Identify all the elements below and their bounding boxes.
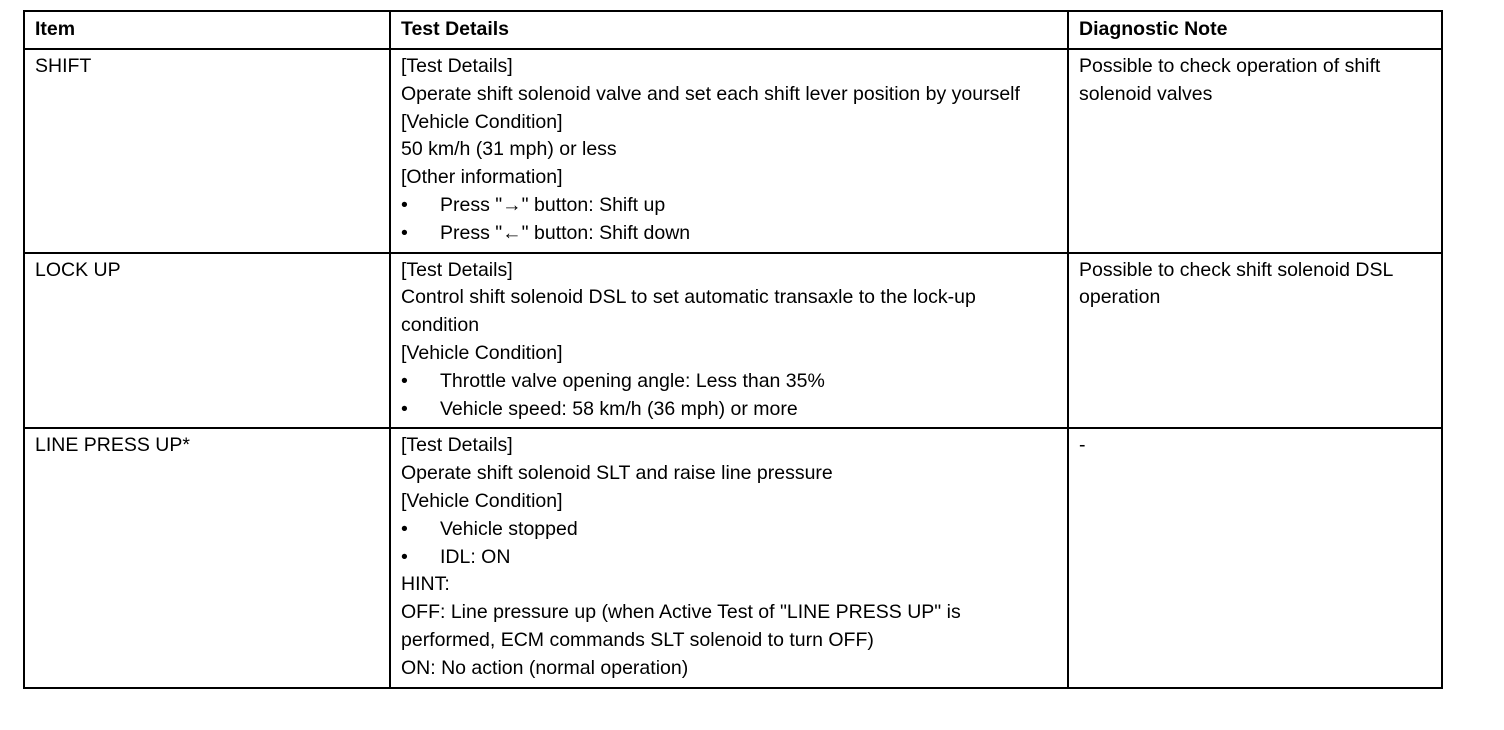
- condition-heading: [Vehicle Condition]: [401, 341, 563, 364]
- list-item: [401, 544, 1057, 572]
- condition-heading: [Vehicle Condition]: [401, 110, 563, 133]
- note-cell: Possible to check shift solenoid DSL operation: [1068, 253, 1442, 429]
- item-cell: SHIFT: [24, 49, 390, 253]
- details-heading: [Test Details]: [401, 55, 513, 77]
- list-item: [401, 396, 1057, 424]
- header-item: Item: [24, 11, 390, 49]
- list-item: [401, 192, 1057, 220]
- details-cell: [390, 428, 1068, 687]
- details-cell: [390, 253, 1068, 429]
- list-item-text: Press "→" button: Shift up: [440, 193, 666, 216]
- list-item: [401, 368, 1057, 396]
- note-cell: -: [1068, 428, 1442, 687]
- condition-text: 50 km/h (31 mph) or less: [401, 138, 617, 161]
- bullet-icon: •: [401, 369, 408, 392]
- other-info-heading: [Other information]: [401, 166, 563, 189]
- list-item-text: Vehicle speed: 58 km/h (36 mph) or more: [440, 397, 798, 420]
- table-row-line-press-up: [24, 428, 1442, 687]
- hint-text: ON: No action (normal operation): [401, 656, 689, 679]
- details-cell: [390, 49, 1068, 253]
- list-item-text: Vehicle stopped: [440, 517, 578, 540]
- details-heading: [Test Details]: [401, 258, 513, 281]
- header-test-details: Test Details: [390, 11, 1068, 49]
- details-text: Operate shift solenoid SLT and raise line pressure: [401, 462, 833, 485]
- table-row-lock-up: [24, 253, 1442, 429]
- hint-text: OFF: Line pressure up (when Active Test of "LINE PRESS UP" is performed, ECM commands SLT solenoid to turn OFF): [401, 601, 961, 651]
- list-item-text: Throttle valve opening angle: Less than 35%: [440, 369, 825, 392]
- bullet-icon: •: [401, 397, 408, 420]
- hint-label: HINT:: [401, 573, 450, 596]
- bullet-icon: •: [401, 221, 408, 244]
- bullet-icon: •: [401, 517, 408, 540]
- note-cell: Possible to check operation of shift solenoid valves: [1068, 49, 1442, 253]
- condition-heading: [Vehicle Condition]: [401, 489, 563, 512]
- details-text: Control shift solenoid DSL to set automatic transaxle to the lock-up condition: [401, 286, 976, 337]
- active-test-table: [23, 10, 1443, 689]
- list-item: [401, 516, 1057, 544]
- item-cell: LINE PRESS UP*: [24, 428, 390, 687]
- details-text: Operate shift solenoid valve and set each shift lever position by yourself: [401, 82, 1020, 105]
- list-item-text: IDL: ON: [440, 545, 511, 568]
- bullet-icon: •: [401, 545, 408, 568]
- list-item-text: Press "←" button: Shift down: [440, 221, 691, 244]
- details-heading: [Test Details]: [401, 434, 513, 457]
- bullet-icon: •: [401, 193, 408, 216]
- item-cell: LOCK UP: [24, 253, 390, 429]
- table-row-shift: [24, 49, 1442, 253]
- list-item: [401, 220, 1057, 248]
- header-row: [24, 11, 1442, 49]
- header-diagnostic-note: Diagnostic Note: [1068, 11, 1442, 49]
